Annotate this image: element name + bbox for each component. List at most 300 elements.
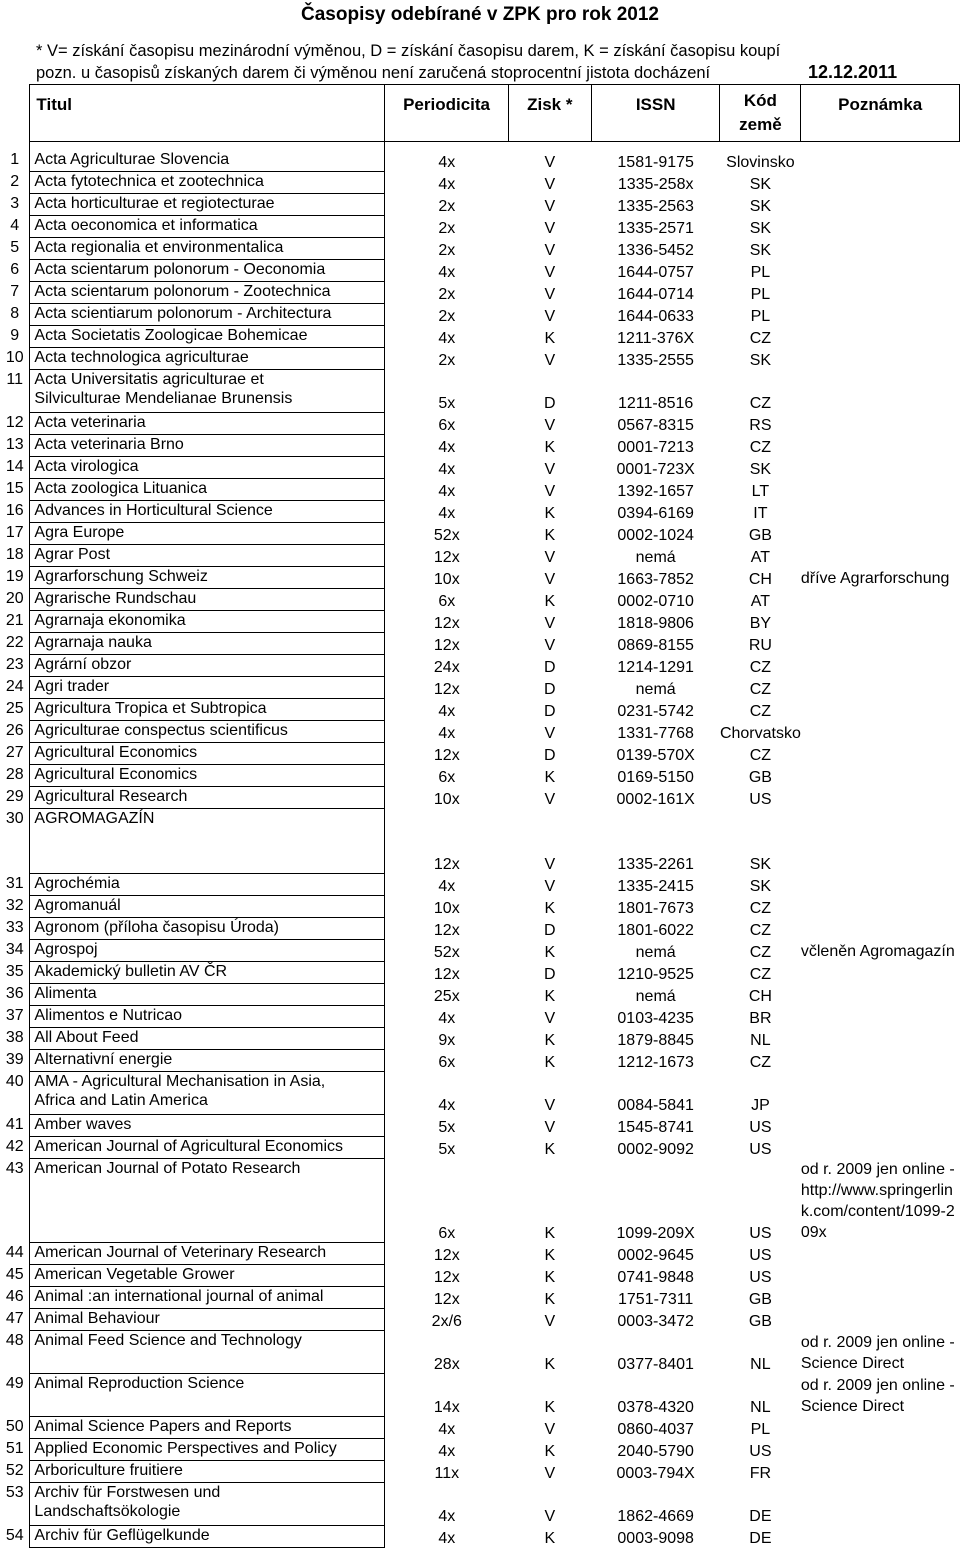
availability-note: pozn. u časopisů získaných darem či výměnou není zaručená stoprocentní jistota docházení	[36, 64, 711, 82]
periodicity: 2x/6	[431, 1312, 462, 1330]
row-number: 8	[10, 304, 20, 322]
table-row	[0, 677, 960, 699]
issn: nemá	[635, 943, 676, 961]
journal-title-text-cont: Africa and Latin America	[34, 1092, 208, 1109]
acquisition-type: V	[544, 855, 556, 873]
row-number: 43	[5, 1159, 24, 1177]
issn: 0001-723X	[616, 460, 695, 478]
acquisition-type: V	[544, 570, 556, 588]
acquisition-type: V	[544, 877, 556, 895]
periodicity: 25x	[433, 987, 460, 1005]
periodicity: 2x	[438, 197, 456, 215]
acquisition-type: K	[544, 1355, 556, 1373]
table-row	[0, 1461, 960, 1483]
row-number: 9	[10, 326, 20, 344]
periodicity: 12x	[433, 1246, 460, 1264]
row-number: 28	[5, 765, 24, 783]
journal-title-text: Acta scientarum polonorum - Oeconomia	[34, 261, 326, 278]
table-row	[0, 1006, 960, 1028]
row-number: 21	[5, 611, 24, 629]
journal-title-text: Acta Societatis Zoologicae Bohemicae	[34, 327, 308, 344]
journal-title	[30, 1309, 385, 1331]
issn: 1644-0714	[617, 285, 694, 303]
periodicity: 12x	[433, 680, 460, 698]
row-number: 32	[5, 896, 24, 914]
issn: 1211-376X	[617, 329, 695, 347]
issn: 0567-8315	[617, 416, 694, 434]
journal-title	[30, 479, 385, 501]
periodicity: 6x	[438, 1224, 456, 1242]
periodicity: 4x	[438, 1442, 456, 1460]
table-row	[0, 216, 960, 238]
acquisition-type: V	[544, 1312, 556, 1330]
issn: 0003-794X	[616, 1464, 695, 1482]
periodicity: 9x	[438, 1031, 456, 1049]
acquisition-type: V	[544, 482, 556, 500]
journal-title-text: American Journal of Veterinary Research	[34, 1244, 327, 1261]
acquisition-type: K	[544, 1398, 556, 1416]
journal-title-text: Archiv für Forstwesen und	[34, 1484, 221, 1501]
country-code: AT	[750, 548, 771, 566]
journal-title-text: American Journal of Agricultural Economics	[34, 1138, 343, 1155]
periodicity: 10x	[433, 899, 460, 917]
country-code: US	[749, 1268, 772, 1286]
periodicity: 2x	[438, 219, 456, 237]
periodicity: 2x	[438, 351, 456, 369]
country-code: CH	[748, 570, 772, 588]
table-row	[0, 940, 960, 962]
row-note	[801, 962, 960, 984]
row-note	[801, 1526, 960, 1548]
acquisition-type: V	[544, 219, 556, 237]
table-row	[0, 699, 960, 721]
country-code: DE	[749, 1529, 772, 1547]
country-code: SK	[749, 175, 772, 193]
row-number: 40	[5, 1072, 24, 1090]
country-code: GB	[748, 526, 772, 544]
journal-title	[30, 984, 385, 1006]
country-code: PL	[750, 307, 771, 325]
row-note	[801, 809, 960, 874]
table-row	[0, 611, 960, 633]
row-note	[801, 326, 960, 348]
journal-title	[30, 370, 385, 413]
acquisition-type: K	[544, 1053, 556, 1071]
table-row	[0, 874, 960, 896]
journal-title	[30, 238, 385, 260]
row-note	[801, 918, 960, 940]
country-code: SK	[749, 460, 772, 478]
table-row	[0, 348, 960, 370]
country-code: SK	[749, 197, 772, 215]
acquisition-type: V	[544, 1118, 556, 1136]
row-note	[801, 1050, 960, 1072]
periodicity: 6x	[438, 768, 456, 786]
row-number: 25	[5, 699, 24, 717]
journal-title	[30, 1115, 385, 1137]
country-code: BY	[749, 614, 772, 632]
table-row	[0, 962, 960, 984]
row-note	[801, 545, 960, 567]
row-note: dříve Agrarforschung	[800, 569, 950, 587]
journal-title-text: Acta oeconomica et informatica	[34, 217, 258, 234]
issn: 1335-258x	[617, 175, 694, 193]
periodicity: 4x	[438, 504, 456, 522]
table-row	[0, 1309, 960, 1331]
issn: 1214-1291	[617, 658, 694, 676]
header-issn: ISSN	[591, 85, 720, 142]
issn: 1644-0757	[617, 263, 694, 281]
periodicity: 12x	[433, 746, 460, 764]
periodicity: 4x	[438, 724, 456, 742]
table-row	[0, 304, 960, 326]
acquisition-type: D	[544, 965, 556, 983]
row-note	[801, 1287, 960, 1309]
journal-title	[30, 501, 385, 523]
country-code: SK	[749, 219, 772, 237]
issn: 0741-9848	[617, 1268, 694, 1286]
journal-title-text: Agromanuál	[34, 897, 121, 914]
periodicity: 6x	[438, 416, 456, 434]
country-code: US	[749, 1224, 772, 1242]
row-note	[801, 1309, 960, 1331]
row-note	[801, 260, 960, 282]
issn: 1644-0633	[617, 307, 694, 325]
journal-title-text: Alternativní energie	[34, 1051, 173, 1068]
row-number: 50	[5, 1417, 24, 1435]
journal-title-text: Applied Economic Perspectives and Policy	[34, 1440, 337, 1457]
country-code: BR	[749, 1009, 772, 1027]
row-number: 1	[10, 151, 20, 168]
acquisition-type: V	[544, 614, 556, 632]
journal-title-text: Acta horticulturae et regiotecturae	[34, 195, 275, 212]
row-note	[801, 1265, 960, 1287]
row-number: 48	[5, 1331, 24, 1349]
table-row	[0, 1028, 960, 1050]
row-note: od r. 2009 jen online - Science Direct	[800, 1376, 955, 1415]
issn: nemá	[635, 548, 676, 566]
journal-title-text: Animal Feed Science and Technology	[34, 1332, 302, 1349]
country-code: US	[749, 1246, 772, 1264]
table-row	[0, 1050, 960, 1072]
issn: 1879-8845	[617, 1031, 694, 1049]
country-code: US	[749, 790, 772, 808]
journal-title	[30, 699, 385, 721]
row-note	[801, 1072, 960, 1115]
country-code: SK	[749, 855, 772, 873]
journal-title	[30, 435, 385, 457]
row-number: 36	[5, 984, 24, 1002]
periodicity: 12x	[433, 614, 460, 632]
row-number: 23	[5, 655, 24, 673]
row-note	[801, 150, 960, 172]
periodicity: 10x	[433, 570, 460, 588]
row-number: 51	[5, 1439, 24, 1457]
periodicity: 4x	[438, 175, 456, 193]
table-row	[0, 633, 960, 655]
journal-title-text: Arboriculture fruitiere	[34, 1462, 183, 1479]
table-row	[0, 1331, 960, 1374]
table-row	[0, 1374, 960, 1417]
row-number: 53	[5, 1483, 24, 1501]
header-country-code	[720, 85, 801, 142]
row-number: 35	[5, 962, 24, 980]
journal-title	[30, 918, 385, 940]
row-note	[801, 413, 960, 435]
journal-title	[30, 874, 385, 896]
row-number: 13	[5, 435, 24, 453]
journal-title-text: Acta Agriculturae Slovencia	[34, 151, 230, 168]
journal-title	[30, 611, 385, 633]
table-row	[0, 545, 960, 567]
row-note	[801, 677, 960, 699]
country-code: AT	[750, 592, 771, 610]
acquisition-type: K	[544, 1529, 556, 1547]
table-row	[0, 1526, 960, 1548]
journals-table	[0, 84, 960, 1548]
country-code: Chorvatsko	[719, 724, 801, 742]
acquisition-type: V	[544, 351, 556, 369]
journal-title-text: Acta technologica agriculturae	[34, 349, 249, 366]
acquisition-type: K	[544, 768, 556, 786]
journal-title	[30, 896, 385, 918]
journal-title-text: Agrospoj	[34, 941, 98, 958]
table-row	[0, 809, 960, 874]
row-number: 10	[5, 348, 24, 366]
issn: 1801-7673	[617, 899, 694, 917]
journal-title	[30, 940, 385, 962]
journal-title	[30, 348, 385, 370]
row-note	[801, 1439, 960, 1461]
country-code: CZ	[749, 702, 772, 720]
issn: 0377-8401	[617, 1355, 694, 1373]
periodicity: 12x	[433, 921, 460, 939]
table-row	[0, 896, 960, 918]
journal-title-text: Animal Science Papers and Reports	[34, 1418, 292, 1435]
header-country-code-line1: Kód	[743, 91, 777, 110]
journal-title-text: Akademický bulletin AV ČR	[34, 963, 228, 980]
country-code: JP	[751, 1096, 770, 1114]
periodicity: 2x	[438, 285, 456, 303]
table-row	[0, 1072, 960, 1115]
country-code: GB	[748, 1290, 772, 1308]
row-number: 14	[5, 457, 24, 475]
issn: 1751-7311	[618, 1290, 694, 1308]
journal-title-text: Advances in Horticultural Science	[34, 502, 273, 519]
periodicity: 5x	[438, 1140, 456, 1158]
journal-title-text: Agrarnaja ekonomika	[34, 612, 186, 629]
country-code: DE	[749, 1507, 772, 1525]
periodicity: 14x	[433, 1398, 460, 1416]
country-code: IT	[753, 504, 768, 522]
issn: 0002-9645	[617, 1246, 694, 1264]
table-row	[0, 765, 960, 787]
country-code: CH	[748, 987, 772, 1005]
journal-title	[30, 677, 385, 699]
country-code: CZ	[749, 438, 772, 456]
journal-title-text: Agriculturae conspectus scientificus	[34, 722, 288, 739]
acquisition-type: V	[544, 241, 556, 259]
country-code: PL	[750, 1420, 771, 1438]
journal-title	[30, 1137, 385, 1159]
row-note	[801, 765, 960, 787]
periodicity: 12x	[433, 965, 460, 983]
page-title: Časopisy odebírané v ZPK pro rok 2012	[301, 4, 659, 25]
periodicity: 4x	[438, 1507, 456, 1525]
issn: 0231-5742	[617, 702, 694, 720]
country-code: FR	[749, 1464, 772, 1482]
periodicity: 52x	[433, 526, 460, 544]
row-note	[801, 479, 960, 501]
country-code: CZ	[749, 746, 772, 764]
row-number: 42	[5, 1137, 24, 1155]
table-row	[0, 479, 960, 501]
acquisition-type: V	[544, 307, 556, 325]
journal-title-text: Acta virologica	[34, 458, 139, 475]
journal-title	[30, 545, 385, 567]
table-row	[0, 787, 960, 809]
issn: 0169-5150	[617, 768, 694, 786]
row-note	[801, 523, 960, 545]
row-note	[801, 501, 960, 523]
periodicity: 6x	[438, 592, 456, 610]
journal-title	[30, 1439, 385, 1461]
issn: 1663-7852	[617, 570, 694, 588]
row-number: 22	[5, 633, 24, 651]
periodicity: 4x	[438, 482, 456, 500]
acquisition-type: K	[544, 1140, 556, 1158]
periodicity: 6x	[438, 1053, 456, 1071]
journal-title-text: Acta regionalia et environmentalica	[34, 239, 284, 256]
issn: 0003-9098	[617, 1529, 694, 1547]
row-number: 19	[5, 567, 24, 585]
journal-title-text: American Vegetable Grower	[34, 1266, 235, 1283]
row-number: 49	[5, 1374, 24, 1392]
document-date: 12.12.2011	[808, 62, 898, 82]
journal-title	[30, 1374, 385, 1417]
row-number: 20	[5, 589, 24, 607]
journal-title	[30, 633, 385, 655]
issn: 0003-3472	[617, 1312, 694, 1330]
table-row	[0, 260, 960, 282]
row-number: 33	[5, 918, 24, 936]
journal-title-text: Agrarische Rundschau	[34, 590, 197, 607]
periodicity: 4x	[438, 263, 456, 281]
row-note	[801, 787, 960, 809]
row-note	[801, 304, 960, 326]
journal-title	[30, 523, 385, 545]
row-note	[801, 457, 960, 479]
journal-title-text-cont: Landschaftsökologie	[34, 1503, 181, 1520]
journal-title-text: Acta veterinaria	[34, 414, 146, 431]
row-note	[801, 699, 960, 721]
country-code: NL	[750, 1398, 771, 1416]
journal-title	[30, 1243, 385, 1265]
periodicity: 11x	[434, 1464, 460, 1482]
row-note	[801, 370, 960, 413]
journal-title	[30, 589, 385, 611]
row-note: od r. 2009 jen online - http://www.springerlink.com/content/1099-209x	[800, 1160, 955, 1241]
journal-title-text-cont: Silviculturae Mendelianae Brunensis	[34, 390, 293, 407]
issn: 1862-4669	[617, 1507, 694, 1525]
periodicity: 4x	[438, 1009, 456, 1027]
row-number: 38	[5, 1028, 24, 1046]
periodicity: 52x	[433, 943, 460, 961]
row-note	[801, 1483, 960, 1526]
issn: 0869-8155	[617, 636, 694, 654]
country-code: CZ	[749, 965, 772, 983]
journal-title-text: Acta Universitatis agriculturae et	[34, 371, 264, 388]
journal-title	[30, 809, 385, 874]
row-number: 18	[5, 545, 24, 563]
acquisition-type: K	[544, 943, 556, 961]
journal-title	[30, 1028, 385, 1050]
journal-title	[30, 1050, 385, 1072]
issn: 0860-4037	[617, 1420, 694, 1438]
journal-title	[30, 457, 385, 479]
row-number: 2	[10, 172, 20, 190]
periodicity: 4x	[438, 460, 456, 478]
journal-title	[30, 787, 385, 809]
journal-title-text: Agricultura Tropica et Subtropica	[34, 700, 267, 717]
periodicity: 2x	[438, 241, 456, 259]
row-note	[801, 172, 960, 194]
row-note: od r. 2009 jen online - Science Direct	[800, 1333, 955, 1372]
acquisition-type: D	[544, 658, 556, 676]
periodicity: 4x	[438, 702, 456, 720]
table-row	[0, 172, 960, 194]
row-note	[801, 611, 960, 633]
periodicity: 12x	[433, 1268, 460, 1286]
acquisition-type: K	[544, 1442, 556, 1460]
table-row	[0, 435, 960, 457]
journal-title-text: Acta veterinaria Brno	[34, 436, 184, 453]
journal-title	[30, 194, 385, 216]
acquisition-type: D	[544, 394, 556, 412]
journal-title	[30, 1526, 385, 1548]
journal-title	[30, 1072, 385, 1115]
journal-title	[30, 326, 385, 348]
country-code: GB	[748, 768, 772, 786]
country-code: PL	[750, 285, 771, 303]
table-row	[0, 238, 960, 260]
issn: 1335-2563	[617, 197, 694, 215]
periodicity: 5x	[438, 1118, 456, 1136]
row-note	[801, 655, 960, 677]
acquisition-type: K	[544, 1224, 556, 1242]
journal-title-text: Agrární obzor	[34, 656, 132, 673]
country-code: LT	[751, 482, 770, 500]
journal-title	[30, 1159, 385, 1243]
periodicity: 4x	[438, 1096, 456, 1114]
row-note	[801, 435, 960, 457]
row-number: 12	[5, 413, 24, 431]
table-row	[0, 918, 960, 940]
acquisition-type: V	[544, 153, 556, 171]
row-number: 27	[5, 743, 24, 761]
row-note	[801, 216, 960, 238]
issn: 1818-9806	[617, 614, 694, 632]
journal-title	[30, 655, 385, 677]
journal-title-text: Animal Behaviour	[34, 1310, 160, 1327]
periodicity: 24x	[433, 658, 460, 676]
header-number	[0, 85, 30, 142]
row-number: 6	[10, 260, 20, 278]
table-row	[0, 743, 960, 765]
country-code: GB	[748, 1312, 772, 1330]
acquisition-type: V	[544, 548, 556, 566]
issn: 2040-5790	[617, 1442, 694, 1460]
